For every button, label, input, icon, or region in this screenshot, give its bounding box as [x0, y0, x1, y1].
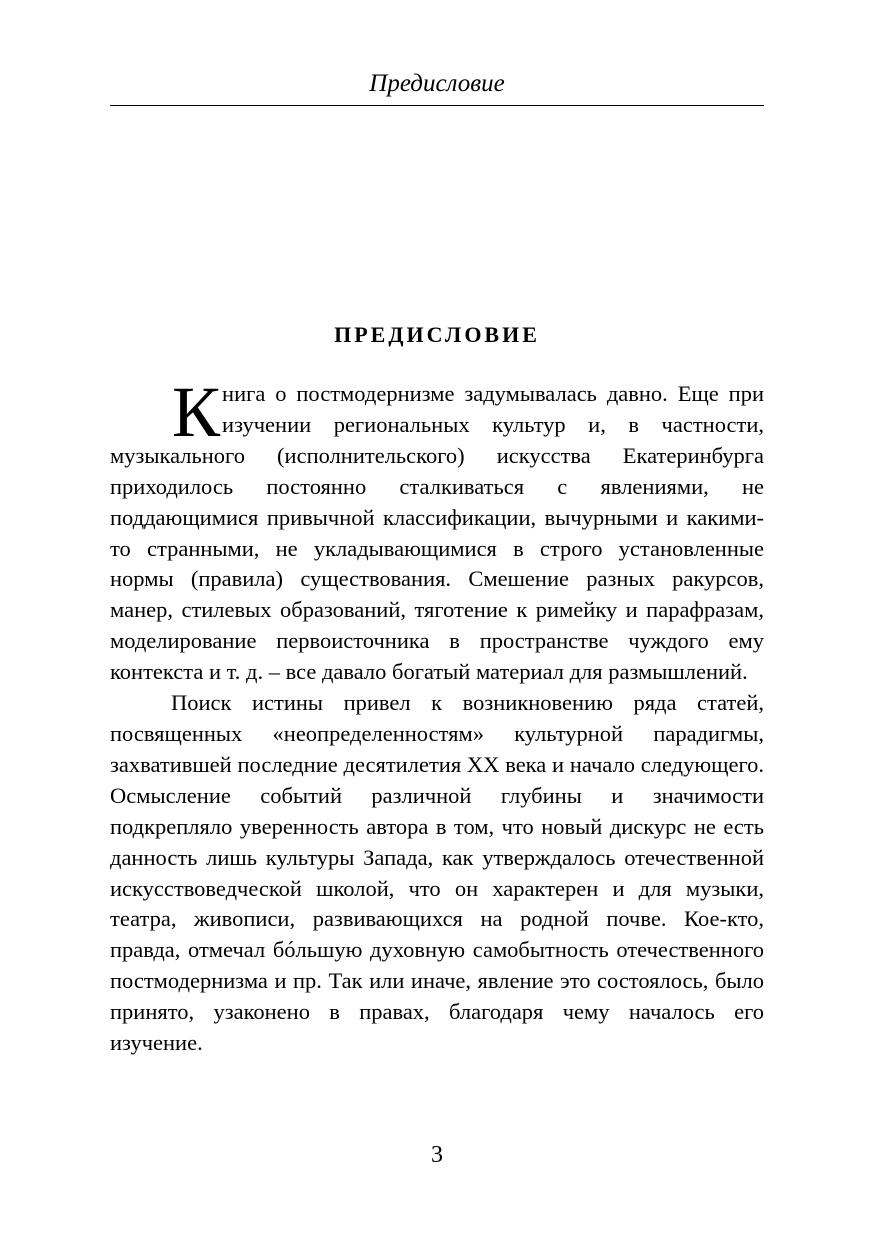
drop-cap: К	[172, 372, 221, 452]
running-header: Предисловие	[110, 66, 764, 106]
paragraph-second: Поиск истины привел к возникновению ряда статей, посвященных «неопределенностям» культурной парадигмы, захватившей последние десятилетия XX века и начало следующего. Осмысление событий различной глубины и значимости подкрепляло уверенность автора в том, что новый дискурс не есть данность лишь культуры Запада, как утверждалось отечественной искусствоведческой школой, что он характерен и для музыки, театра, живописи, развивающихся на родной почве. Кое-кто, правда, отмечал бóльшую духовную самобытность отечественного постмодернизма и пр. Так или иначе, явление это состоялось, было принято, узаконено в правах, благодаря чему началось его изучение.	[110, 690, 764, 1056]
paragraph-first	[110, 372, 764, 688]
body-text	[110, 372, 764, 1059]
chapter-title: ПРЕДИСЛОВИЕ	[334, 322, 540, 347]
page-number: 3	[431, 1142, 443, 1168]
paragraph-first-text: нига о постмодернизме задумывалась давно. Еще при изучении региональных культур и, в частности, музыкального (исполнительского) искусства Екатеринбурга приходилось постоянно сталкиваться с явлениями, не поддающимися привычной классификации, вычурными и какими-то странными, не укладывающимися в строго установленные нормы (правила) существования. Смешение разных ракурсов, манер, стилевых образований, тяготение к римейку и парафразам, моделирование первоисточника в пространстве чуждого ему контекста и т. д. – все давало богатый материал для размышлений.	[110, 381, 764, 685]
